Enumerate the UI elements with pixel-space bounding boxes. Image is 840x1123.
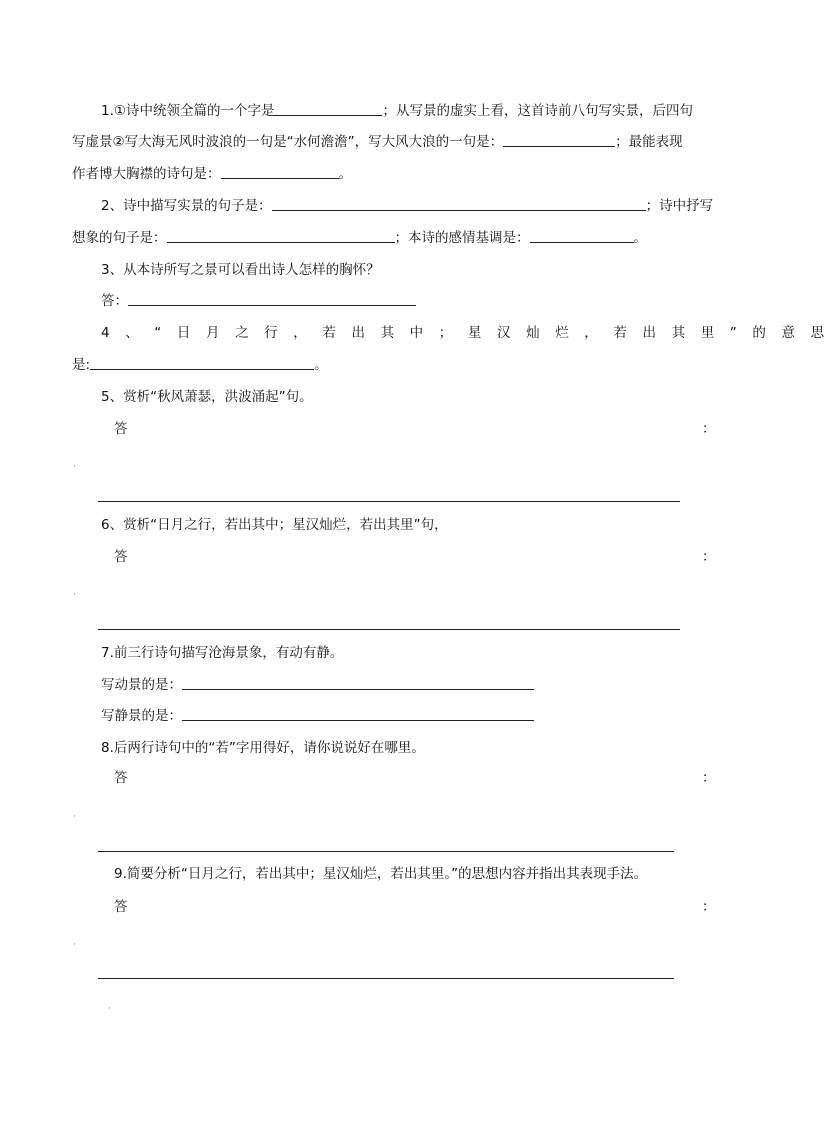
q7-static-line [101, 707, 534, 725]
q2-line1 [101, 197, 713, 215]
q1-text-e: 作者博大胸襟的诗句是： [72, 166, 221, 182]
q2-text-c: 想象的句子是： [72, 230, 167, 246]
q3-answer [101, 292, 416, 310]
q5-question: 5、赏析“秋风萧瑟，洪波涌起”句。 [101, 389, 313, 405]
q8-answer-line[interactable] [98, 851, 674, 852]
q9-question: 9.简要分析“日月之行，若出其中；星汉灿烂，若出其里。”的思想内容并指出其表现手法。 [114, 866, 648, 882]
q1-line3 [72, 165, 352, 183]
q4-line1 [101, 324, 840, 342]
q7-dynamic-line [101, 676, 534, 694]
q1-line2 [72, 133, 683, 151]
para-mark: · [73, 940, 76, 950]
q2-line2 [72, 229, 647, 247]
q1-text-c: 写虚景②写大海无风时波浪的一句是“水何澹澹”，写大风大浪的一句是： [72, 134, 504, 150]
q6-question: 6、赏析“日月之行，若出其中；星汉灿烂，若出其里”句， [101, 517, 448, 533]
q8-answer-label: 答 [114, 770, 128, 786]
q1-text-d: ；最能表现 [615, 134, 683, 150]
q4-text-b: 星汉灿烂，若出其里”的意思 [467, 325, 840, 341]
q5-answer-label: 答 [114, 421, 128, 437]
q2-blank-3[interactable] [530, 229, 634, 243]
q7-static-label: 写静景的是： [101, 708, 182, 724]
q6-answer-label: 答 [114, 549, 128, 565]
q5-answer-colon: ： [702, 421, 716, 437]
q7-dynamic-blank[interactable] [182, 676, 534, 690]
q4-blank[interactable] [90, 356, 314, 370]
q2-blank-2[interactable] [167, 229, 395, 243]
q8-question: 8.后两行诗句中的“若”字用得好，请你说说好在哪里。 [101, 740, 425, 756]
q2-text-d: ；本诗的感情基调是： [394, 230, 530, 246]
q4-text-c: 是: [72, 357, 91, 373]
q4-text-a: 4、“日月之行，若出其中； [101, 325, 468, 341]
q8-answer-colon: ： [702, 770, 716, 786]
q1-text-a: 1.①诗中统领全篇的一个字是 [101, 103, 275, 119]
q2-text-b: ；诗中抒写 [645, 198, 714, 214]
para-mark: · [73, 812, 76, 822]
q2-text-e: 。 [633, 230, 647, 246]
q2-blank-1[interactable] [272, 197, 646, 211]
q3-blank[interactable] [128, 292, 416, 306]
q6-answer-colon: ： [702, 549, 716, 565]
q7-static-blank[interactable] [182, 707, 534, 721]
q7-dynamic-label: 写动景的是： [101, 677, 182, 693]
q9-answer-colon: ： [702, 899, 716, 915]
q3-answer-label: 答： [101, 293, 128, 309]
q1-text-f: 。 [338, 166, 352, 182]
q1-line1 [101, 102, 693, 120]
q7-question: 7.前三行诗句描写沧海景象，有动有静。 [101, 645, 344, 661]
q2-text-a: 2、诗中描写实景的句子是： [101, 198, 272, 214]
q1-blank-1[interactable] [274, 102, 382, 116]
q3-question: 3、从本诗所写之景可以看出诗人怎样的胸怀？ [101, 262, 380, 278]
q4-line2 [72, 356, 328, 374]
q4-text-d: 。 [314, 357, 328, 373]
para-mark: · [73, 590, 76, 600]
q5-answer-line[interactable] [98, 501, 680, 502]
para-mark: · [108, 1004, 111, 1014]
q1-blank-3[interactable] [221, 165, 339, 179]
q6-answer-line[interactable] [98, 629, 680, 630]
q9-answer-line[interactable] [98, 978, 674, 979]
q9-answer-label: 答 [114, 899, 128, 915]
para-mark: · [73, 462, 76, 472]
q1-blank-2[interactable] [503, 133, 615, 147]
q1-text-b: ；从写景的虚实上看，这首诗前八句写实景，后四句 [382, 103, 693, 119]
